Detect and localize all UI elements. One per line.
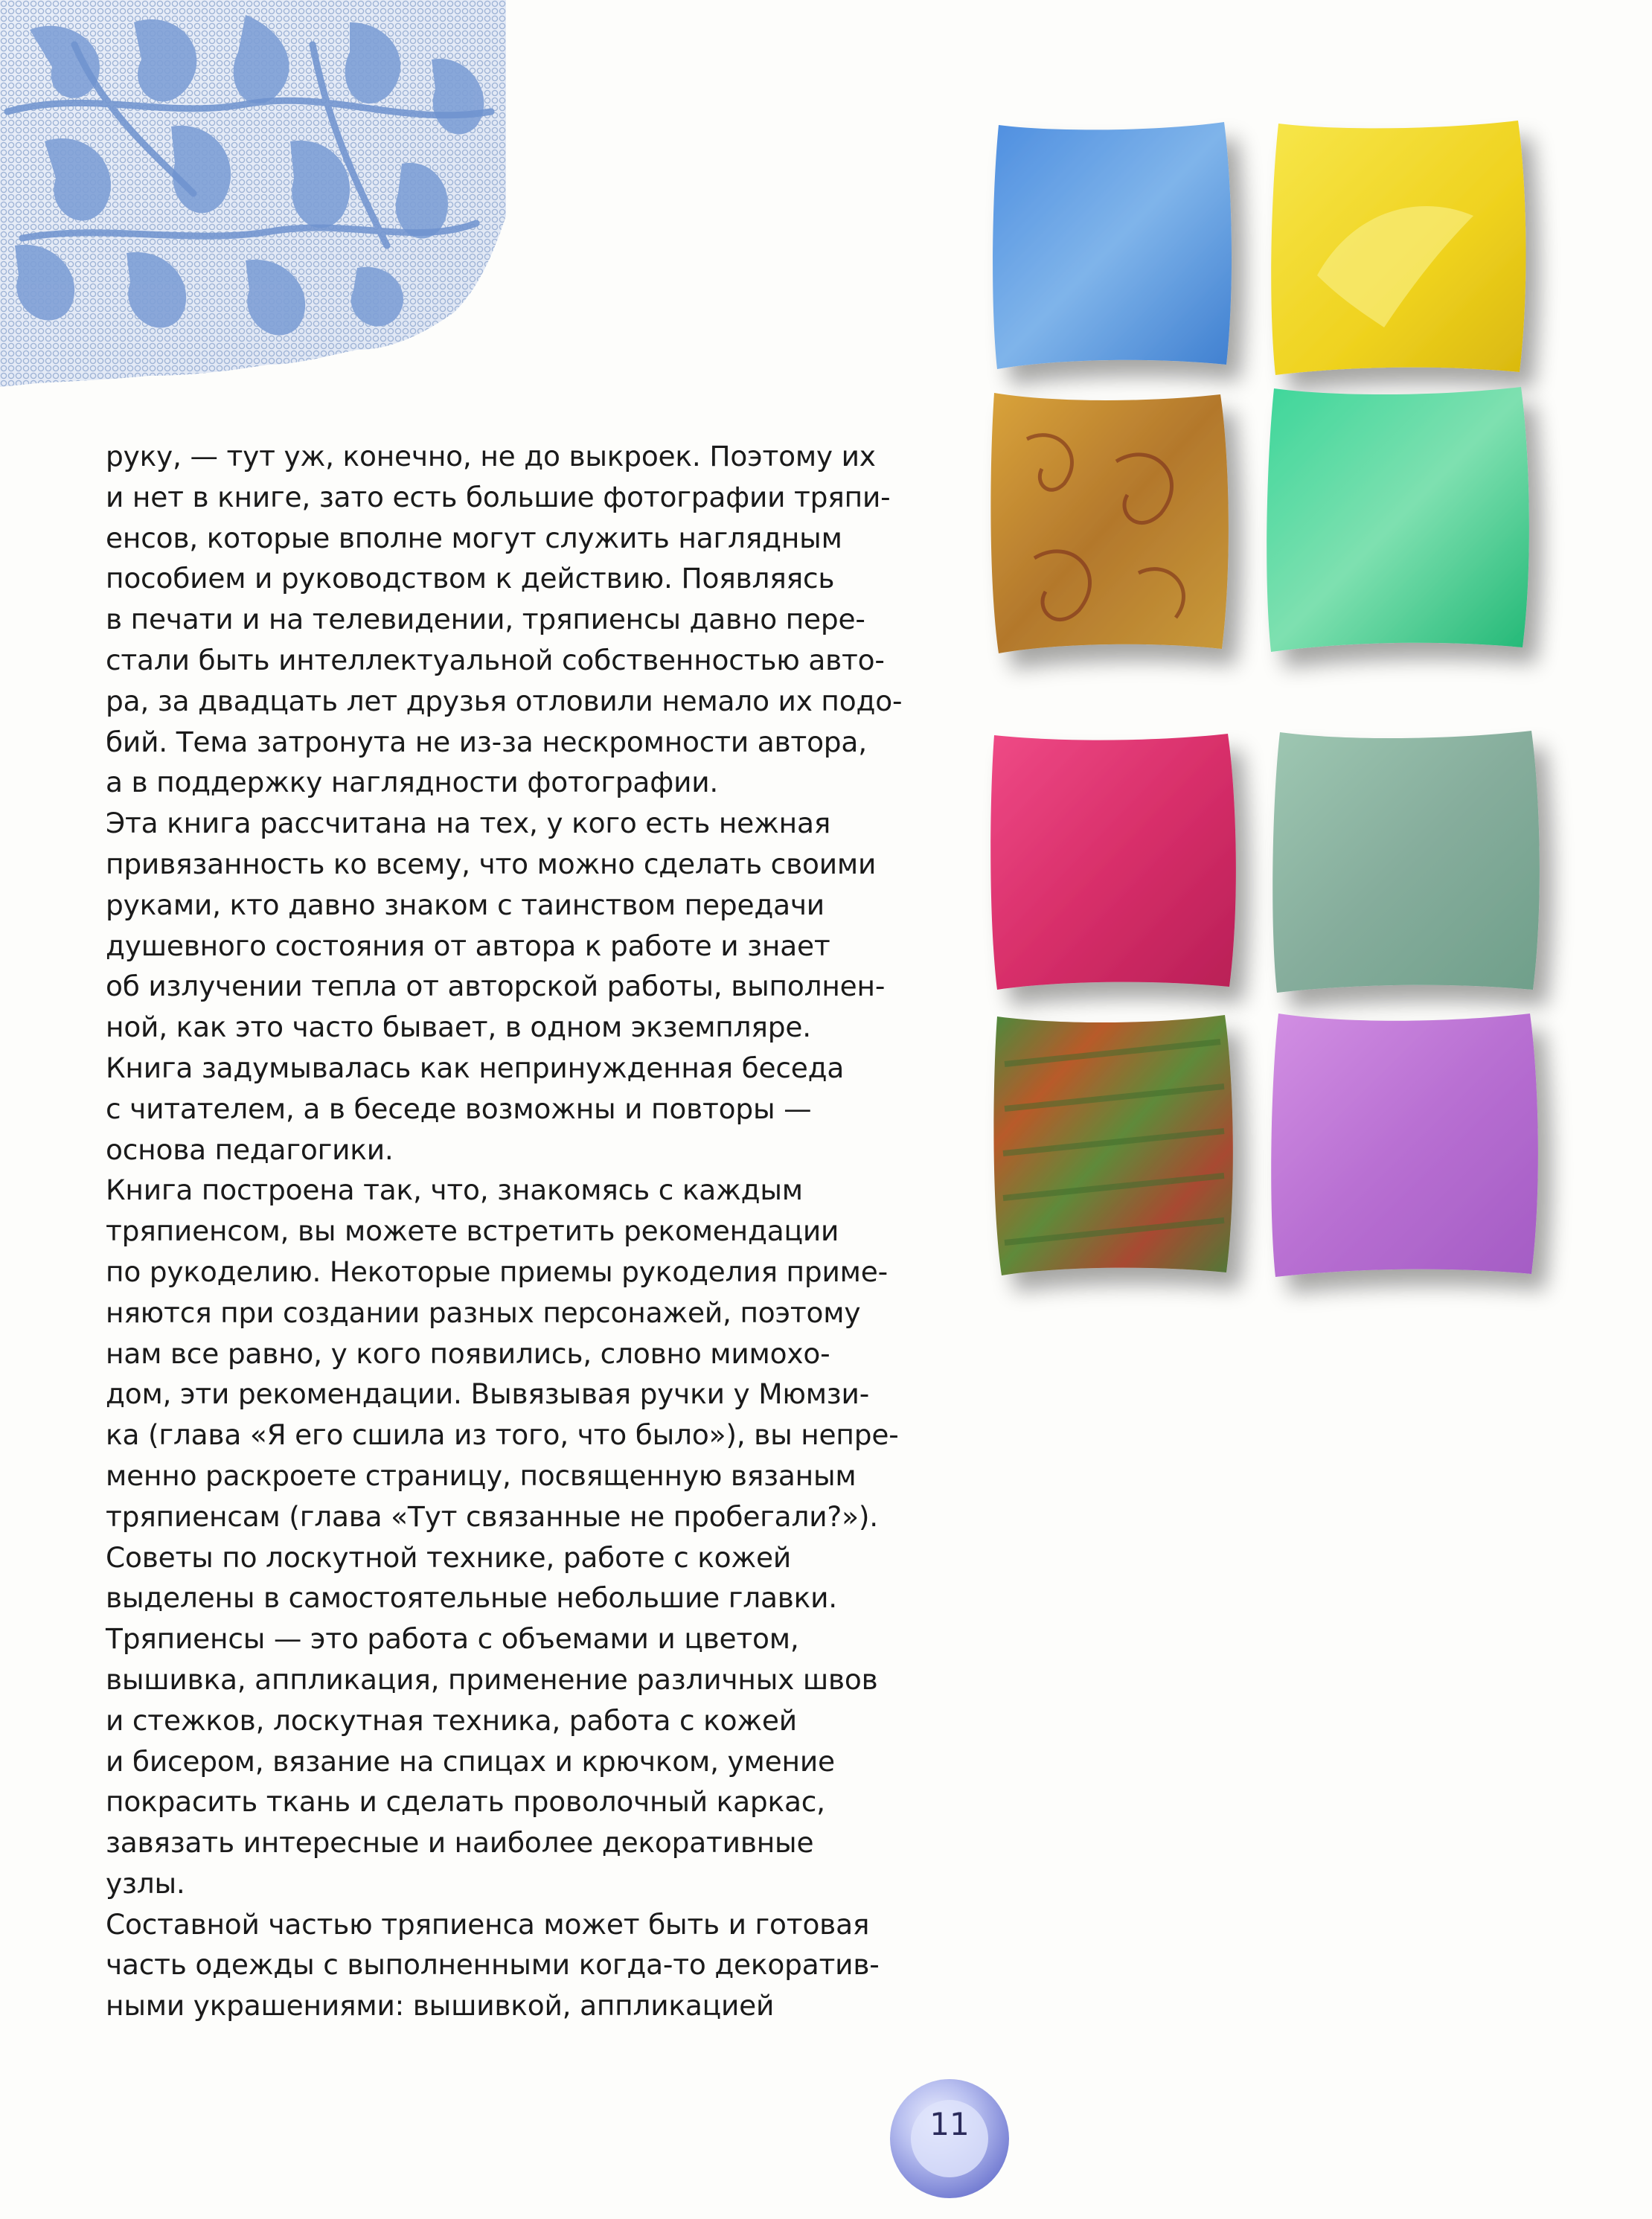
body-text-line: узлы.: [106, 1866, 185, 1900]
body-text-line: енсов, которые вполне могут служить наглядным: [106, 521, 842, 554]
body-text-line: бий. Тема затронута не из-за нескромности автора,: [106, 725, 867, 758]
body-text-line: менно раскроете страницу, посвященную вязаным: [106, 1458, 857, 1492]
body-text-line: завязать интересные и наиболее декоративные: [106, 1826, 814, 1860]
body-text-line: Составной частью тряпиенса может быть и готовая: [106, 1907, 870, 1941]
body-text-line: и стежков, лоскутная техника, работа с кожей: [106, 1703, 797, 1737]
body-text-line: ными украшениями: вышивкой, аппликацией: [106, 1989, 775, 2023]
pillow-pink: [990, 734, 1236, 990]
body-text-line: нам все равно, у кого появились, словно мимохо-: [106, 1336, 830, 1370]
body-text-line: Книга построена так, что, знакомясь с каждым: [106, 1173, 803, 1207]
pillow-striped: [993, 1015, 1232, 1275]
body-text-line: стали быть интеллектуальной собственностью авто-: [106, 643, 885, 676]
body-text-line: Эта книга рассчитана на тех, у кого есть нежная: [106, 807, 831, 840]
body-text-line: ной, как это часто бывает, в одном экземпляре.: [106, 1011, 811, 1044]
body-text-line: об излучении тепла от авторской работы, выполнен-: [106, 970, 886, 1003]
lace-fabric-image: [0, 0, 506, 387]
body-text-line: ка (глава «Я его сшила из того, что было»), вы непре-: [106, 1418, 899, 1452]
body-text-line: по рукоделию. Некоторые приемы рукоделия приме-: [106, 1255, 888, 1288]
body-text-line: тряпиенсам (глава «Тут связанные не пробегали?»).: [106, 1499, 879, 1533]
body-text-line: руку, — тут уж, конечно, не до выкроек. Поэтому их: [106, 440, 876, 473]
body-text: [106, 436, 961, 2026]
pillows-photo-grid: [967, 112, 1607, 1362]
body-text-line: руками, кто давно знаком с таинством передачи: [106, 888, 825, 921]
page-number: 11: [929, 2106, 970, 2142]
pillow-green: [1267, 387, 1529, 652]
body-text-line: ра, за двадцать лет друзья отловили немало их подо-: [106, 684, 903, 717]
body-text-line: с читателем, а в беседе возможны и повторы —: [106, 1092, 812, 1125]
body-text-line: вышивка, аппликация, применение различных швов: [106, 1662, 878, 1696]
pillow-yellow: [1271, 121, 1525, 375]
body-text-line: Тряпиенсы — это работа с объемами и цветом,: [106, 1622, 799, 1656]
body-text-line: и нет в книге, зато есть большие фотографии тряпи-: [106, 480, 891, 513]
body-text-line: Книга задумывалась как непринужденная беседа: [106, 1051, 845, 1084]
body-text-line: в печати и на телевидении, тряпиенсы давно пере-: [106, 603, 865, 636]
body-text-line: и бисером, вязание на спицах и крючком, умение: [106, 1744, 835, 1778]
pillow-violet: [1271, 1014, 1538, 1277]
body-text-line: а в поддержку наглядности фотографии.: [106, 766, 719, 799]
body-text-line: пособием и руководством к действию. Появляясь: [106, 562, 835, 595]
pillow-gray-green: [1272, 731, 1540, 993]
pillow-blue: [993, 122, 1232, 369]
body-text-line: выделены в самостоятельные небольшие главки.: [106, 1581, 838, 1615]
body-text-line: тряпиенсом, вы можете встретить рекомендации: [106, 1214, 839, 1248]
body-text-line: Советы по лоскутной технике, работе с кожей: [106, 1540, 792, 1574]
pillow-paisley: [990, 393, 1228, 653]
body-text-line: душевного состояния от автора к работе и знает: [106, 929, 830, 962]
body-text-line: дом, эти рекомендации. Вывязывая ручки у Мюмзи-: [106, 1377, 870, 1411]
body-text-line: основа педагогики.: [106, 1133, 394, 1166]
body-text-line: часть одежды с выполненными когда-то декоратив-: [106, 1948, 880, 1982]
body-text-line: покрасить ткань и сделать проволочный каркас,: [106, 1785, 825, 1819]
body-text-line: привязанность ко всему, что можно сделать своими: [106, 847, 877, 880]
body-text-line: няются при создании разных персонажей, поэтому: [106, 1296, 861, 1329]
